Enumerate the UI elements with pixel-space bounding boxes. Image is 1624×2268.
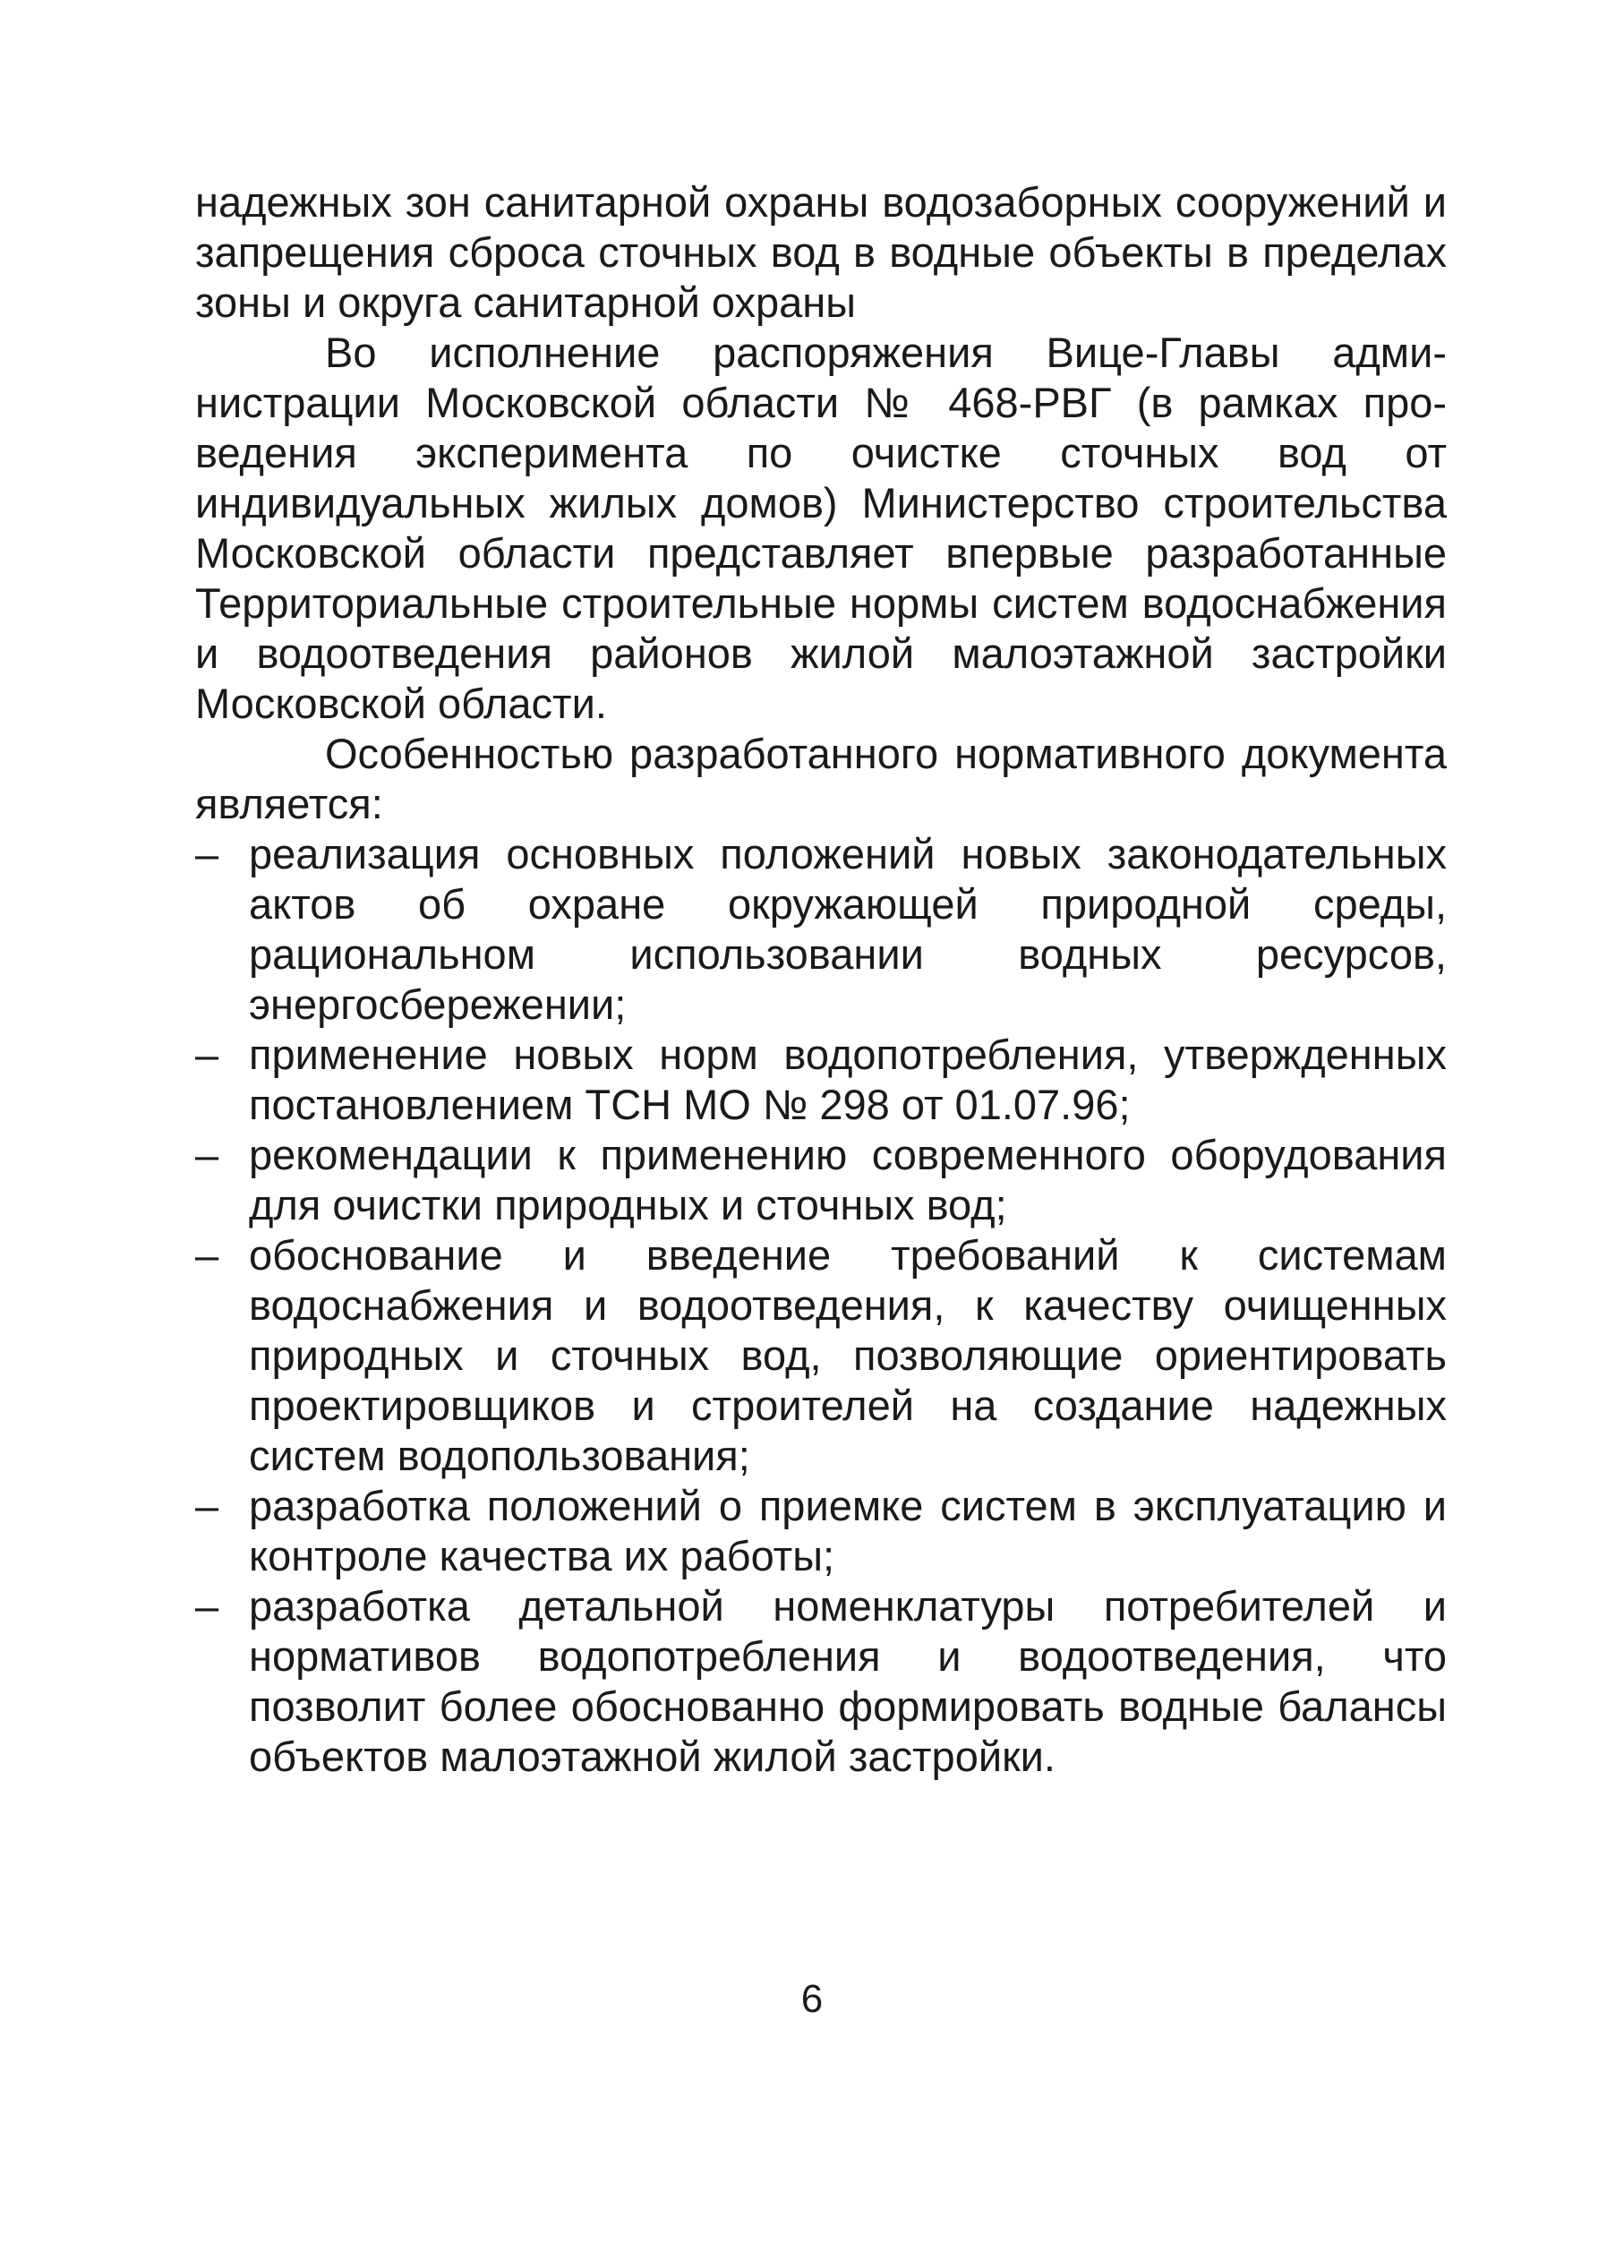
list-item-text: рекомендации к применению современного оборудования для очистки природных и сточных вод; <box>249 1131 1447 1228</box>
list-item-text: реализация основных положений новых законодательных актов об охране окружающей природной среды, рациональном использовании водных ресурсов, энергосбережении; <box>249 830 1447 1028</box>
dash-marker: – <box>195 1031 219 1078</box>
list-item-text: обоснование и введение требований к системам водоснабжения и водоотведения, к качеству очищенных природных и сточных вод, позволяющие ориентировать проектировщиков и строителей на создание надежных систем водопользования; <box>249 1231 1447 1479</box>
list-item <box>195 1230 1447 1481</box>
document-body <box>195 177 1447 1782</box>
paragraph-features-intro: Особенностью разработанного нормативного документа является: <box>195 730 1447 827</box>
list-item <box>195 829 1447 1030</box>
list-item <box>195 1130 1447 1230</box>
dash-marker: – <box>195 1482 219 1529</box>
paragraph-continuation: надежных зон санитарной охраны водозаборных сооружений и запрещения сброса сточных вод в водные объекты в пределах зоны и округа санитарной охраны <box>195 178 1447 326</box>
list-item <box>195 1581 1447 1782</box>
dash-marker: – <box>195 1131 219 1178</box>
dash-marker: – <box>195 1582 219 1630</box>
list-item-text: разработка детальной номенклатуры потребителей и нормативов водопотребления и водоотведения, что позволит более обоснованно формировать водные балансы объектов малоэтажной жилой застройки. <box>249 1582 1447 1780</box>
paragraph-order-execution: Во исполнение распоряжения Вице-Главы администрации Московской области № 468-РВГ (в рамках проведения эксперимента по очистке сточных вод от индивидуальных жилых домов) Министерство строительства Московской области представляет впервые разработанные Территориальные строительные нормы систем водоснабжения и водоотведения районов жилой малоэтажной застройки Московской области. <box>195 329 1447 727</box>
list-item-text: разработка положений о приемке систем в эксплуатацию и контроле качества их работы; <box>249 1482 1447 1579</box>
list-item <box>195 1030 1447 1130</box>
list-item-text: применение новых норм водопотребления, утвержденных постановлением ТСН МО № 298 от 01.07.96; <box>249 1031 1447 1128</box>
dash-marker: – <box>195 1231 219 1279</box>
list-item <box>195 1481 1447 1581</box>
features-list <box>195 829 1447 1782</box>
page-number: 6 <box>800 1977 824 2021</box>
dash-marker: – <box>195 830 219 877</box>
